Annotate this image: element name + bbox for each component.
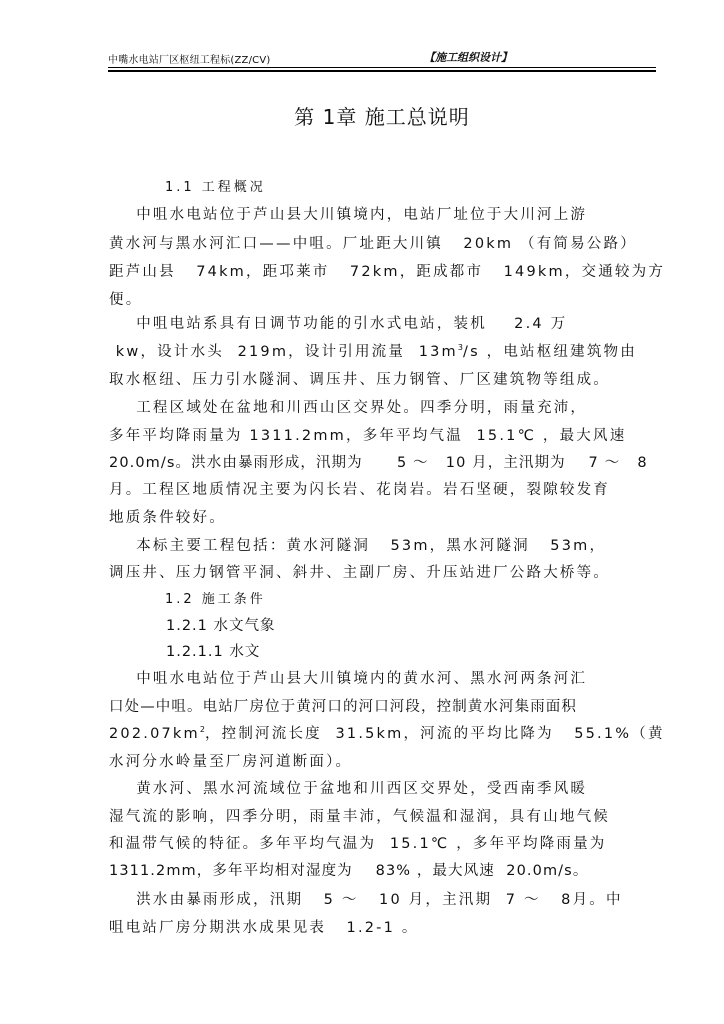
section-heading-1-1: 1.1 工程概况 (165, 180, 266, 195)
header-rule-thin (108, 67, 656, 68)
page-header (108, 48, 656, 68)
paragraph-line: 取水枢纽、压力引水隧洞、调压井、压力钢管、厂区建筑物等组成。 (109, 372, 610, 388)
paragraph-line: 中咀水电站位于芦山县大川镇境内的黄水河、黑水河两条河汇 (109, 671, 588, 687)
paragraph-line: 便。 (109, 292, 143, 308)
text-run: ，控制河流长度 31.5km，河流的平均比降为 55.1%（黄 (204, 726, 665, 742)
section-heading-1-2: 1.2 施工条件 (165, 592, 266, 607)
text-run: 202.07km (109, 726, 200, 742)
subsection-heading-1-2-1-1: 1.2.1.1 水文 (166, 644, 261, 660)
subsection-heading-1-2-1: 1.2.1 水文气象 (166, 618, 276, 634)
header-project-name: 中嘴水电站厂区枢纽工程标(ZZ/CV) (108, 55, 271, 66)
chapter-title: 第 1章 施工总说明 (294, 105, 470, 129)
header-document-type: 【施工组织设计】 (424, 51, 512, 64)
paragraph-line: 月。工程区地质情况主要为闪长岩、花岗岩。岩石坚硬，裂隙较发育 (109, 482, 610, 498)
paragraph-line: 水河分水岭量至厂房河道断面）。 (109, 754, 353, 770)
paragraph-line: 口处—中咀。电站厂房位于黄河口的河口河段，控制黄水河集雨面积 (109, 699, 577, 715)
paragraph-line: 黄水河与黑水河汇口——中咀。厂址距大川镇 20km （有简易公路） (109, 236, 637, 252)
paragraph-line: 黄水河、黑水河流域位于盆地和川西区交界处，受西南季风暖 (109, 781, 588, 797)
paragraph-line: 中咀电站系具有日调节功能的引水式电站，装机 2.4 万 (109, 316, 568, 332)
paragraph-line-with-superscript (109, 340, 637, 361)
paragraph-line: 距芦山县 74km，距邛莱市 72km，距成都市 149km，交通较为方 (109, 264, 666, 280)
paragraph-line-with-superscript (109, 722, 665, 743)
paragraph-line: 本标主要工程包括：黄水河隧洞 53m，黑水河隧洞 53m， (109, 538, 607, 554)
superscript: 2 (199, 725, 205, 734)
paragraph-line: 咀电站厂房分期洪水成果见表 1.2-1 。 (109, 920, 419, 936)
paragraph-line: 工程区域处在盆地和川西山区交界处。四季分明，雨量充沛， (109, 400, 588, 416)
paragraph-line: 中咀水电站位于芦山县大川镇境内，电站厂址位于大川河上游 (109, 207, 588, 223)
text-run: kw，设计水头 219m，设计引用流量 13m (109, 344, 458, 360)
superscript: 3 (457, 343, 463, 352)
text-run: /s ，电站枢纽建筑物由 (462, 344, 637, 360)
paragraph-line: 多年平均降雨量为 1311.2mm，多年平均气温 15.1℃ ，最大风速 (109, 428, 627, 444)
paragraph-line: 1311.2mm，多年平均相对湿度为 83% ，最大风速 20.0m/s。 (109, 863, 589, 879)
paragraph-line: 洪水由暴雨形成，汛期 5 ～ 10 月，主汛期 7 ～ 8月。中 (109, 892, 623, 908)
paragraph-line: 和温带气候的特征。多年平均气温为 15.1℃ ，多年平均降雨量为 (109, 836, 607, 852)
header-rule-thick (108, 70, 656, 72)
paragraph-line: 湿气流的影响，四季分明，雨量丰沛，气候温和湿润，具有山地气候 (109, 809, 610, 825)
paragraph-line: 20.0m/s。洪水由暴雨形成，汛期为 5 ～ 10 月，主汛期为 7 ～ 8 (109, 455, 648, 471)
paragraph-line: 调压井、压力钢管平洞、斜井、主副厂房、升压站进厂公路大桥等。 (109, 565, 610, 581)
paragraph-line: 地质条件较好。 (109, 510, 226, 526)
